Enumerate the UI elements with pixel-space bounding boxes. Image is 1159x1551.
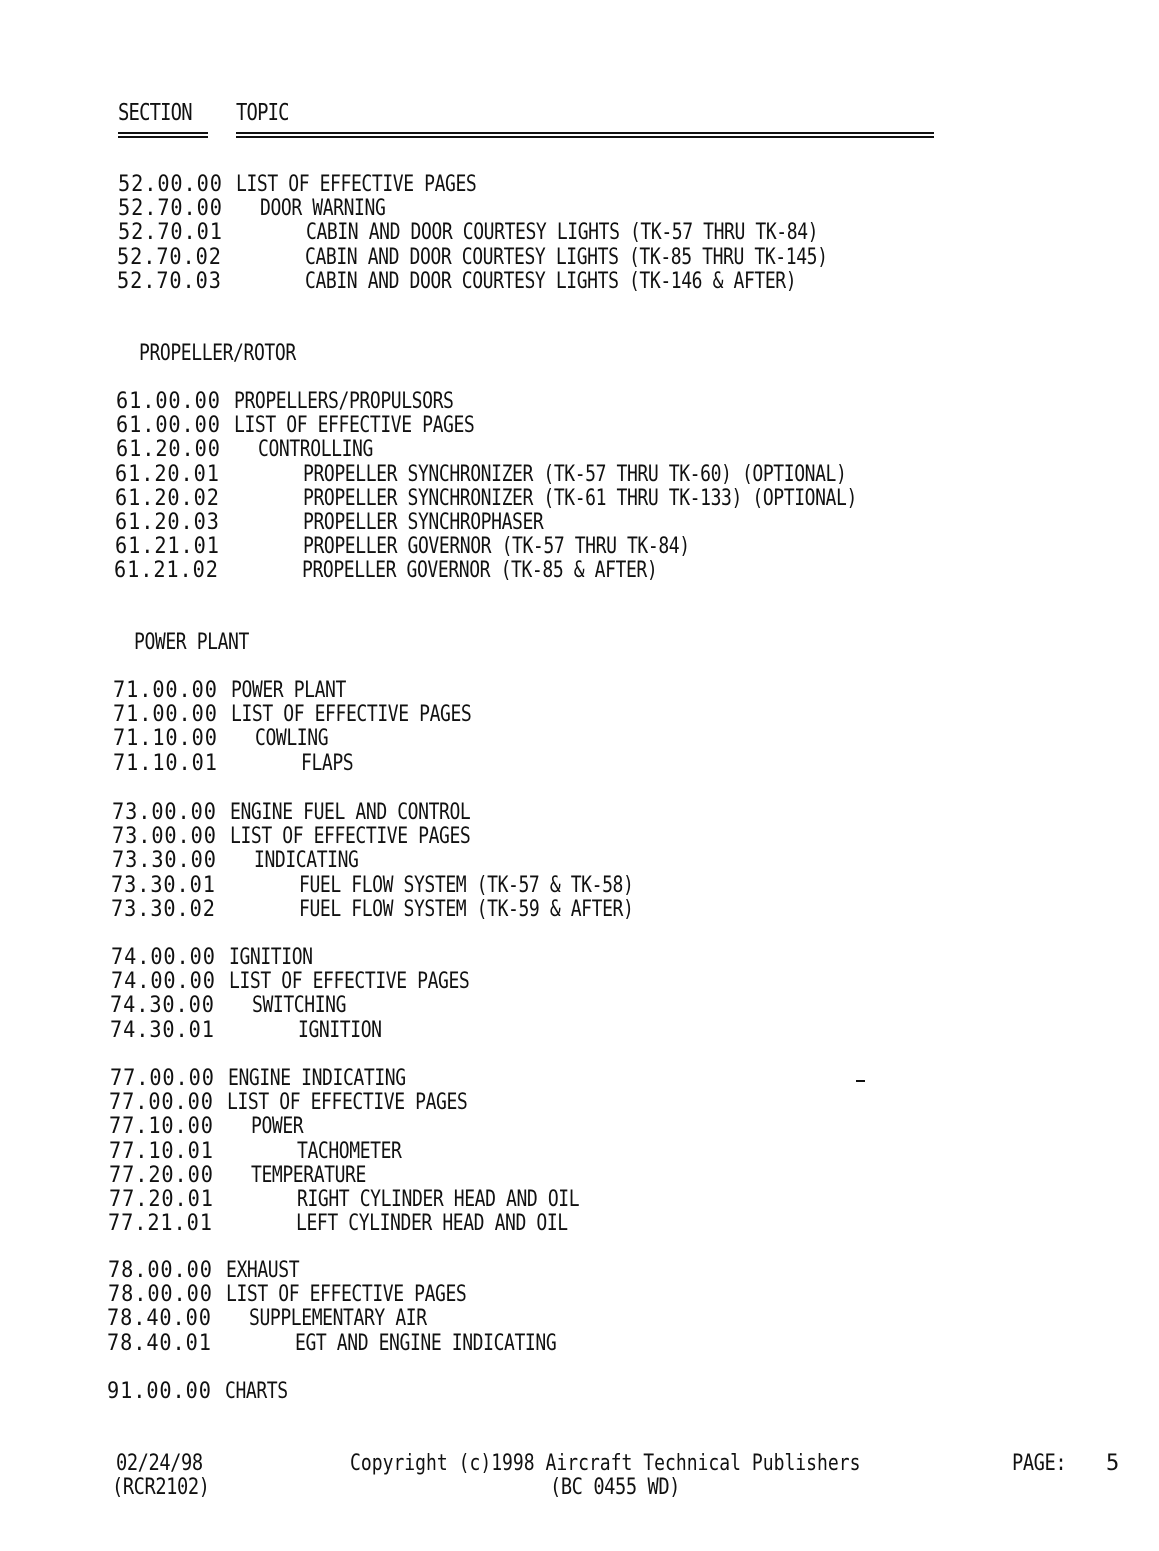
toc-row bbox=[0, 1259, 1159, 1283]
section-column-header: SECTION bbox=[118, 100, 192, 126]
section-number: 71.10.00 bbox=[112, 726, 218, 752]
topic-text: RIGHT CYLINDER HEAD AND OIL bbox=[296, 1187, 579, 1212]
toc-row bbox=[0, 946, 1159, 970]
section-header-rule bbox=[118, 132, 208, 138]
toc-row bbox=[0, 727, 1159, 751]
toc-row bbox=[0, 559, 1159, 583]
topic-text: PROPELLER GOVERNOR (TK-85 & AFTER) bbox=[302, 558, 658, 584]
topic-text: CABIN AND DOOR COURTESY LIGHTS (TK-57 THRU TK-84) bbox=[305, 220, 818, 246]
toc-row bbox=[0, 390, 1159, 414]
section-number: 71.00.00 bbox=[113, 702, 218, 728]
topic-header-rule bbox=[236, 132, 934, 138]
topic-text: CABIN AND DOOR COURTESY LIGHTS (TK-85 THRU TK-145) bbox=[305, 244, 828, 270]
topic-text: ENGINE FUEL AND CONTROL bbox=[230, 800, 471, 825]
section-number: 52.70.03 bbox=[117, 268, 222, 294]
topic-text: PROPELLERS/PROPULSORS bbox=[233, 389, 454, 414]
toc-row bbox=[0, 221, 1159, 245]
toc-row bbox=[0, 1140, 1159, 1164]
topic-text: FUEL FLOW SYSTEM (TK-59 & AFTER) bbox=[299, 896, 634, 922]
toc-row bbox=[0, 414, 1159, 438]
toc-row bbox=[0, 197, 1159, 221]
topic-text: IGNITION bbox=[298, 1017, 382, 1043]
footer-doc-id: (BC 0455 WD) bbox=[550, 1475, 681, 1500]
topic-text: CONTROLLING bbox=[257, 437, 373, 463]
section-number: 52.70.02 bbox=[117, 244, 223, 270]
topic-text: POWER bbox=[251, 1114, 304, 1140]
group-heading: POWER PLANT bbox=[134, 630, 249, 655]
section-number: 77.20.01 bbox=[108, 1187, 214, 1212]
topic-text: DOOR WARNING bbox=[259, 196, 386, 222]
section-number: 77.20.00 bbox=[108, 1162, 214, 1188]
section-number: 74.30.00 bbox=[110, 993, 216, 1019]
topic-text: PROPELLER GOVERNOR (TK-57 THRU TK-84) bbox=[302, 534, 690, 560]
topic-text: CABIN AND DOOR COURTESY LIGHTS (TK-146 & AFTER) bbox=[305, 268, 797, 294]
section-number: 61.21.02 bbox=[114, 558, 220, 584]
topic-text: TEMPERATURE bbox=[250, 1162, 366, 1188]
toc-row bbox=[0, 1307, 1159, 1331]
topic-text: LIST OF EFFECTIVE PAGES bbox=[228, 969, 469, 995]
toc-row bbox=[0, 1380, 1159, 1404]
topic-text: POWER PLANT bbox=[231, 678, 347, 703]
toc-row bbox=[0, 463, 1159, 487]
toc-row bbox=[0, 1019, 1159, 1043]
section-number: 73.30.01 bbox=[111, 872, 217, 898]
section-number: 52.70.01 bbox=[117, 220, 223, 246]
toc-row bbox=[0, 825, 1159, 849]
toc-row bbox=[0, 487, 1159, 511]
footer-page-label: PAGE: bbox=[1012, 1451, 1067, 1476]
toc-row bbox=[0, 270, 1159, 294]
toc-row bbox=[0, 1188, 1159, 1212]
topic-text: TACHOMETER bbox=[297, 1138, 402, 1164]
section-number: 61.20.00 bbox=[115, 437, 221, 463]
toc-row bbox=[0, 1115, 1159, 1139]
footer-code: (RCR2102) bbox=[112, 1475, 210, 1500]
toc-row bbox=[0, 511, 1159, 535]
topic-text: PROPELLER SYNCHRONIZER (TK-57 THRU TK-60) (OPTIONAL) bbox=[303, 461, 847, 487]
section-number: 73.30.02 bbox=[111, 896, 217, 922]
toc-row bbox=[0, 438, 1159, 462]
toc-row bbox=[0, 874, 1159, 898]
section-number: 74.00.00 bbox=[110, 945, 216, 970]
topic-text: LIST OF EFFECTIVE PAGES bbox=[227, 1090, 468, 1116]
topic-text: PROPELLER SYNCHRONIZER (TK-61 THRU TK-133) (OPTIONAL) bbox=[303, 485, 857, 511]
section-number: 77.10.01 bbox=[109, 1138, 214, 1164]
section-number: 52.00.00 bbox=[118, 172, 223, 197]
section-number: 77.00.00 bbox=[109, 1090, 215, 1116]
topic-text: FUEL FLOW SYSTEM (TK-57 & TK-58) bbox=[299, 872, 634, 898]
section-number: 77.10.00 bbox=[109, 1114, 215, 1140]
topic-text: ENGINE INDICATING bbox=[227, 1066, 406, 1091]
toc-row bbox=[0, 849, 1159, 873]
topic-text: EXHAUST bbox=[225, 1258, 300, 1283]
toc-row bbox=[0, 970, 1159, 994]
toc-row bbox=[0, 1332, 1159, 1356]
topic-column-header: TOPIC bbox=[236, 100, 289, 126]
section-number: 78.40.00 bbox=[107, 1306, 213, 1332]
toc-row bbox=[0, 898, 1159, 922]
section-number: 61.00.00 bbox=[115, 389, 221, 414]
topic-text: IGNITION bbox=[228, 945, 313, 970]
section-number: 73.30.00 bbox=[111, 848, 217, 874]
section-number: 71.10.01 bbox=[112, 750, 218, 776]
section-number: 61.21.01 bbox=[114, 534, 220, 560]
footer-copyright: Copyright (c)1998 Aircraft Technical Publishers bbox=[350, 1451, 861, 1476]
toc-row bbox=[0, 1283, 1159, 1307]
topic-text: LIST OF EFFECTIVE PAGES bbox=[225, 1282, 467, 1308]
section-number: 73.00.00 bbox=[111, 824, 217, 850]
topic-text: SUPPLEMENTARY AIR bbox=[249, 1306, 428, 1332]
section-number: 77.00.00 bbox=[109, 1066, 215, 1091]
toc-row bbox=[0, 246, 1159, 270]
group-heading: PROPELLER/ROTOR bbox=[139, 341, 296, 366]
topic-text: INDICATING bbox=[253, 848, 359, 874]
section-number: 61.20.03 bbox=[114, 510, 220, 535]
section-number: 71.00.00 bbox=[113, 678, 219, 703]
topic-text: LEFT CYLINDER HEAD AND OIL bbox=[296, 1211, 569, 1237]
section-number: 52.70.00 bbox=[117, 196, 223, 222]
topic-text: LIST OF EFFECTIVE PAGES bbox=[236, 172, 477, 197]
footer-date: 02/24/98 bbox=[116, 1451, 203, 1476]
toc-row bbox=[0, 535, 1159, 559]
topic-text: SWITCHING bbox=[252, 993, 347, 1019]
topic-text: COWLING bbox=[254, 726, 329, 752]
section-number: 77.21.01 bbox=[108, 1211, 214, 1237]
topic-text: PROPELLER SYNCHROPHASER bbox=[302, 510, 544, 535]
section-number: 91.00.00 bbox=[106, 1379, 212, 1404]
toc-row bbox=[0, 752, 1159, 776]
topic-text: FLAPS bbox=[300, 750, 353, 776]
section-number: 73.00.00 bbox=[112, 800, 218, 825]
toc-row bbox=[0, 173, 1159, 197]
section-number: 61.20.01 bbox=[115, 461, 221, 487]
section-number: 61.20.02 bbox=[115, 485, 220, 511]
topic-text: LIST OF EFFECTIVE PAGES bbox=[233, 413, 475, 439]
toc-row bbox=[0, 1067, 1159, 1091]
section-number: 78.00.00 bbox=[107, 1282, 213, 1308]
toc-row bbox=[0, 801, 1159, 825]
section-number: 74.30.01 bbox=[110, 1017, 215, 1043]
toc-row bbox=[0, 703, 1159, 727]
section-number: 61.00.00 bbox=[115, 413, 221, 439]
stray-dash-mark bbox=[856, 1080, 865, 1082]
toc-row bbox=[0, 679, 1159, 703]
topic-text: LIST OF EFFECTIVE PAGES bbox=[231, 702, 472, 728]
topic-text: CHARTS bbox=[224, 1379, 288, 1404]
section-number: 78.00.00 bbox=[107, 1258, 213, 1283]
section-number: 78.40.01 bbox=[107, 1330, 213, 1356]
section-number: 74.00.00 bbox=[110, 969, 216, 995]
footer-page-number: 5 bbox=[1106, 1451, 1120, 1476]
toc-row bbox=[0, 1091, 1159, 1115]
toc-row bbox=[0, 994, 1159, 1018]
toc-row bbox=[0, 1212, 1159, 1236]
topic-text: LIST OF EFFECTIVE PAGES bbox=[229, 824, 471, 850]
toc-row bbox=[0, 1164, 1159, 1188]
topic-text: EGT AND ENGINE INDICATING bbox=[295, 1330, 557, 1356]
